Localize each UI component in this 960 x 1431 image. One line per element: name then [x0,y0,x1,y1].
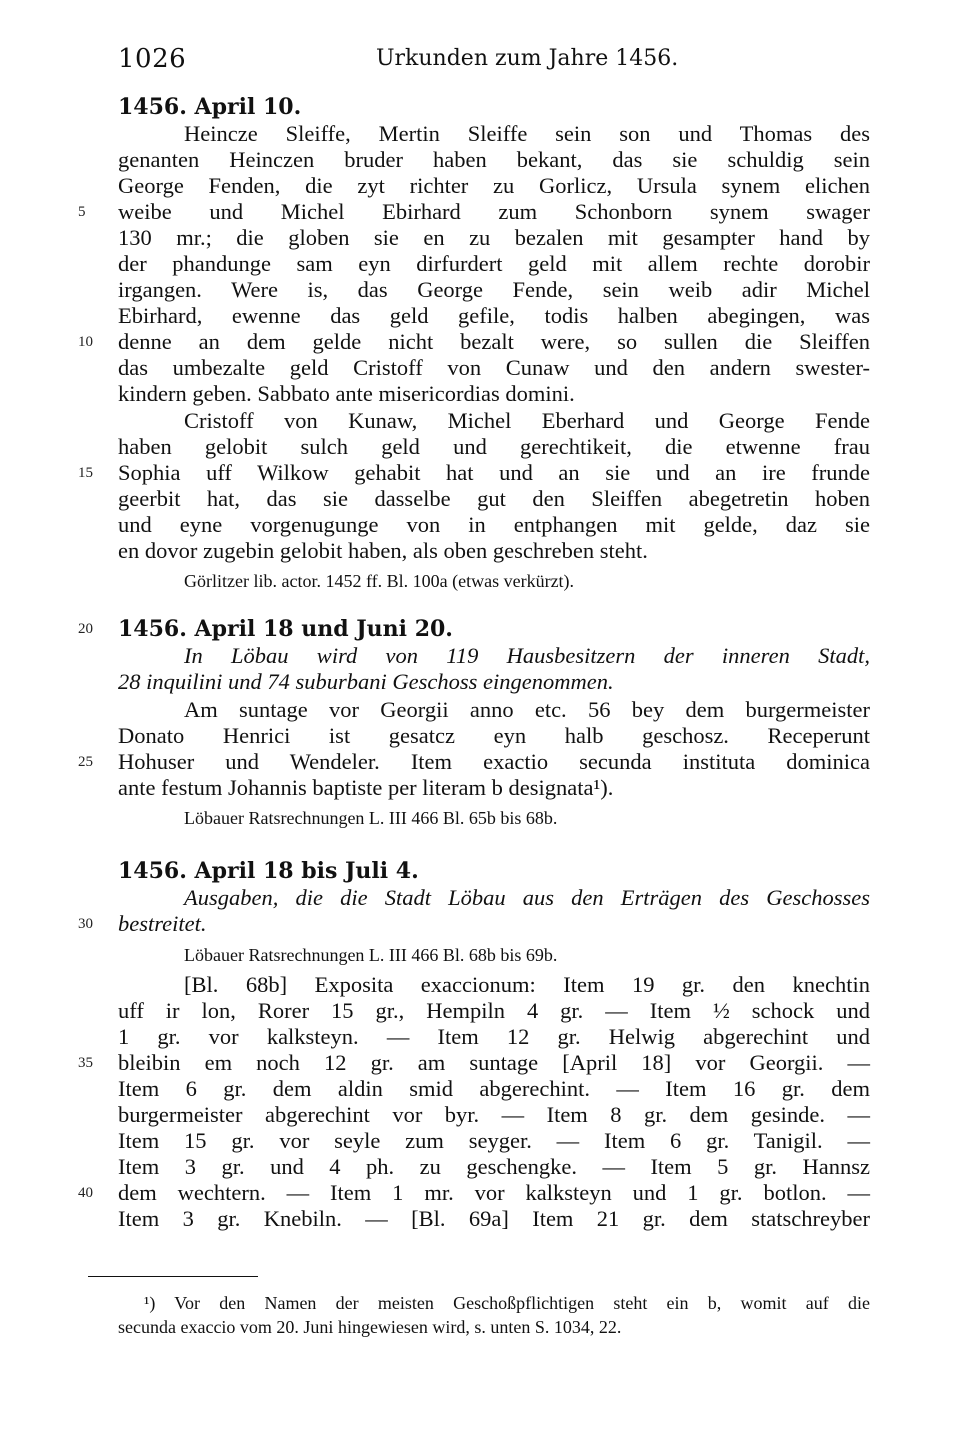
text-line: haben gelobit sulch geld und gerechtikeit, die etwenne frau [118,434,870,459]
margin-line-number: 10 [78,334,93,350]
text-line: Ebirhard, ewenne das geld gefile, todis halben abegingen, was [118,303,870,328]
text-line: 130 mr.; die globen sie en zu bezalen mit gesampter hand by [118,225,870,250]
text-line: geerbit hat, das sie dasselbe gut den Sleiffen abegetretin hoben [118,486,870,511]
text-line: uff ir lon, Rorer 15 gr., Hempiln 4 gr. — Item ½ schock und [118,998,870,1023]
text-line: George Fenden, die zyt richter zu Gorlicz, Ursula synem elichen [118,173,870,198]
text-line: der phandunge sam eyn dirfurdert geld mit allem rechte dorobir [118,251,870,276]
margin-line-number: 30 [78,916,93,932]
source-citation: Löbauer Ratsrechnungen L. III 466 Bl. 68b bis 69b. [184,945,558,965]
entry-heading: 1456. April 10. [118,94,302,120]
entry-summary: Ausgaben, die die Stadt Löbau aus den Erträgen des Geschosses [184,885,870,910]
page-header [118,44,870,80]
text-line: bleibin em noch 12 gr. am suntage [April 18] vor Georgii. — [118,1050,870,1075]
text-line: Heincze Sleiffe, Mertin Sleiffe sein son und Thomas des [184,121,870,146]
text-line: Item 3 gr. und 4 ph. zu geschengke. — Item 5 gr. Hannsz [118,1154,870,1179]
source-citation: Görlitzer lib. actor. 1452 ff. Bl. 100a (etwas verkürzt). [184,571,575,591]
source-citation: Löbauer Ratsrechnungen L. III 466 Bl. 65b bis 68b. [184,808,558,828]
text-line: kindern geben. Sabbato ante misericordias domini. [118,381,575,406]
entry-heading: 1456. April 18 und Juni 20. [118,616,453,642]
text-line: und eyne vorgenugunge von in entphangen mit gelde, daz sie [118,512,870,537]
footnote-rule [88,1276,258,1277]
text-line: Am suntage vor Georgii anno etc. 56 bey dem burgermeister [184,697,870,722]
margin-line-number: 15 [78,465,93,481]
text-line: Donato Henrici ist gesatcz eyn halb geschosz. Receperunt [118,723,870,748]
text-line: en dovor zugebin gelobit haben, als oben geschreben steht. [118,538,648,563]
text-line: Hohuser und Wendeler. Item exactio secunda instituta dominica [118,749,870,774]
margin-line-number: 5 [78,204,86,220]
entry-summary: bestreitet. [118,911,207,936]
footnote-line: ¹) Vor den Namen der meisten Geschoßpflichtigen steht ein b, womit auf die [144,1293,870,1313]
text-line: Cristoff von Kunaw, Michel Eberhard und George Fende [184,408,870,433]
text-line: das umbezalte geld Cristoff von Cunaw und den andern swester- [118,355,870,380]
text-line: 1 gr. vor kalksteyn. — Item 12 gr. Helwig abgerechint und [118,1024,870,1049]
text-line: ante festum Johannis baptiste per literam b designata¹). [118,775,614,800]
text-line: Item 6 gr. dem aldin smid abgerechint. — Item 16 gr. dem [118,1076,870,1101]
margin-line-number: 20 [78,621,93,637]
margin-line-number: 40 [78,1185,93,1201]
margin-line-number: 35 [78,1055,93,1071]
text-line: irgangen. Were is, das George Fende, sein weib adir Michel [118,277,870,302]
running-head: Urkunden zum Jahre 1456. [376,46,679,71]
text-line: dem wechtern. — Item 1 mr. vor kalksteyn und 1 gr. botlon. — [118,1180,870,1205]
text-line: weibe und Michel Ebirhard zum Schonborn synem swager [118,199,870,224]
entry-heading: 1456. April 18 bis Juli 4. [118,858,419,884]
text-line: denne an dem gelde nicht bezalt were, so sullen die Sleiffen [118,329,870,354]
margin-line-number: 25 [78,754,93,770]
text-line: Item 3 gr. Knebiln. — [Bl. 69a] Item 21 gr. dem statschreyber [118,1206,870,1231]
text-line: Item 15 gr. vor seyle zum seyger. — Item 6 gr. Tanigil. — [118,1128,870,1153]
footnote-line: secunda exaccio vom 20. Juni hingewiesen wird, s. unten S. 1034, 22. [118,1317,622,1337]
text-line: Sophia uff Wilkow gehabit hat und an sie und an ire frunde [118,460,870,485]
text-line: [Bl. 68b] Exposita exaccionum: Item 19 gr. den knechtin [184,972,870,997]
entry-summary: 28 inquilini und 74 suburbani Geschoss eingenommen. [118,669,614,694]
text-line: genanten Heinczen bruder haben bekant, das sie schuldig sein [118,147,870,172]
text-line: burgermeister abgerechint vor byr. — Item 8 gr. dem gesinde. — [118,1102,870,1127]
entry-summary: In Löbau wird von 119 Hausbesitzern der inneren Stadt, [184,643,870,668]
page-number: 1026 [118,44,187,74]
